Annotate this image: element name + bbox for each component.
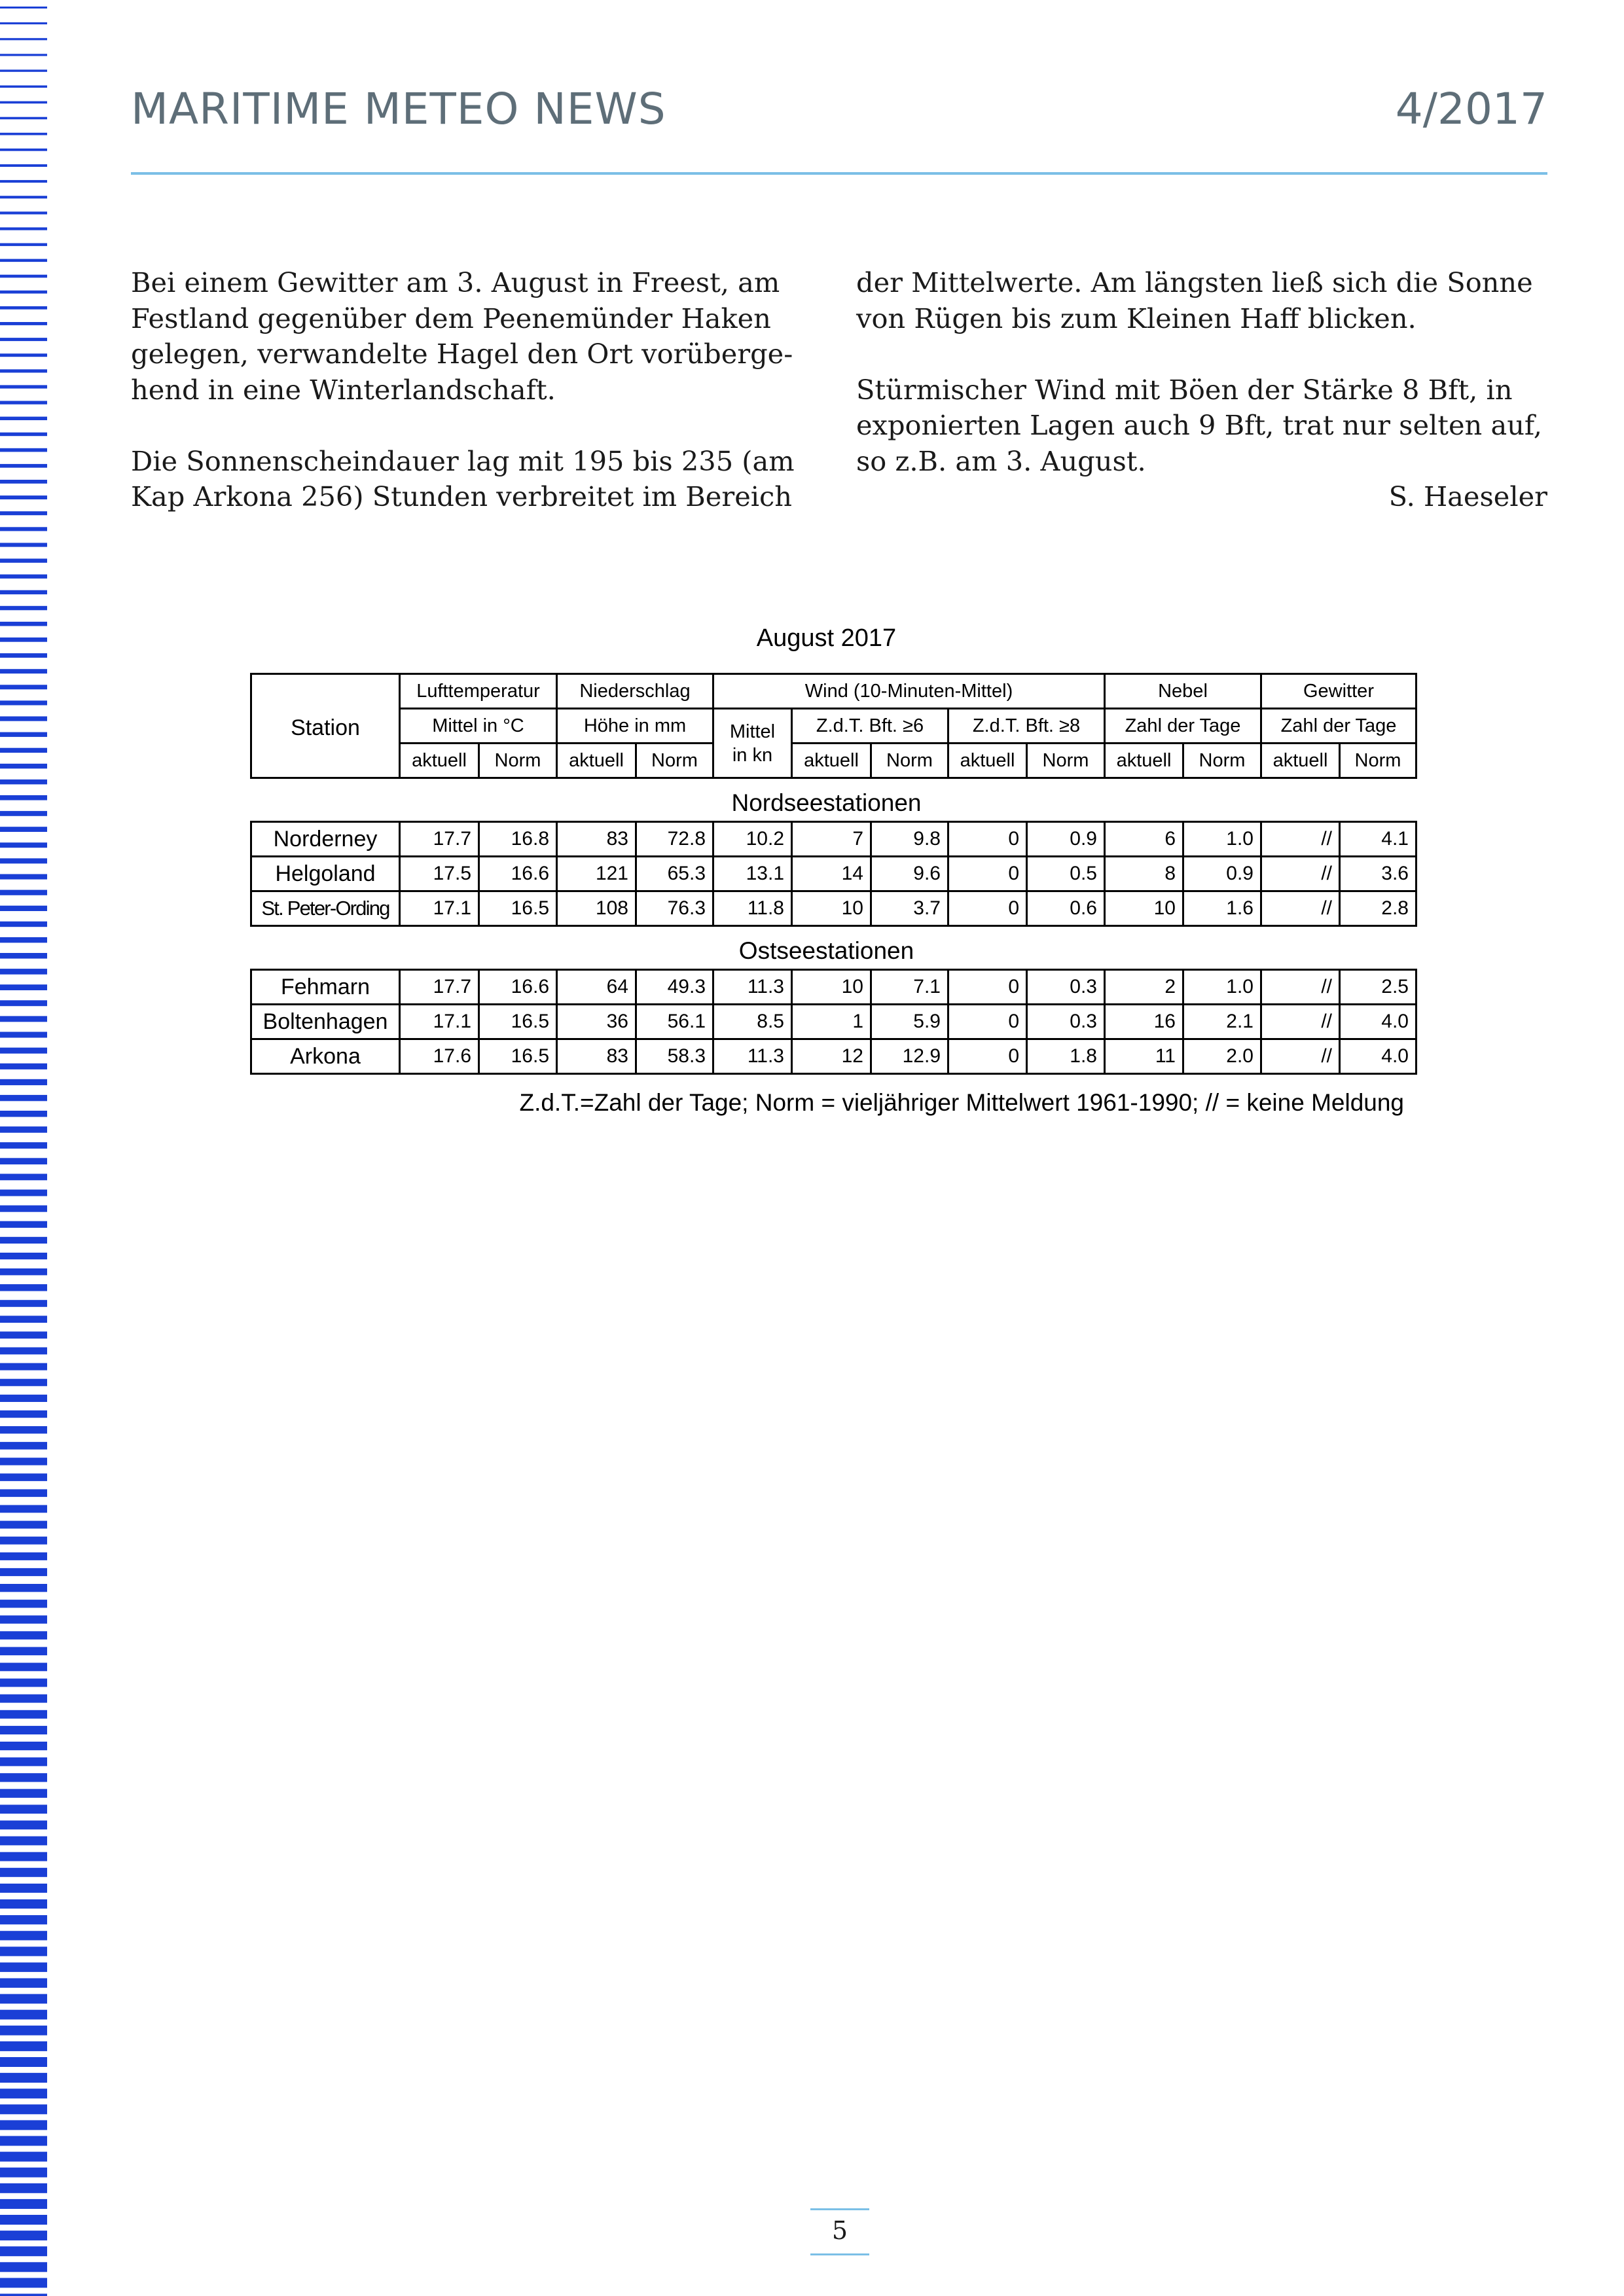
table-cell: 16.5 — [479, 1005, 557, 1039]
table-cell: 17.7 — [400, 970, 479, 1005]
table-cell: 83 — [557, 1039, 636, 1074]
stripe-mark — [0, 401, 47, 404]
stripe-mark — [0, 54, 47, 56]
header-wind-mean-line2: in kn — [732, 744, 773, 766]
stripe-mark — [0, 527, 47, 531]
stripe-mark — [0, 291, 47, 294]
text-line: so z.B. am 3. August. — [856, 444, 1146, 477]
stripe-mark — [0, 1757, 47, 1766]
stripe-mark — [0, 338, 47, 341]
station-name: Norderney — [251, 822, 400, 857]
header-lufttemperatur: Lufttemperatur — [400, 674, 557, 709]
stripe-mark — [0, 764, 47, 769]
text-line: Die Sonnenscheindauer lag mit 195 bis 235 (am — [131, 444, 795, 477]
stripe-mark — [0, 1237, 47, 1244]
header-norm: Norm — [1340, 744, 1416, 778]
header-row-groups — [251, 674, 1416, 709]
stripe-mark — [0, 1552, 47, 1560]
stripe-mark — [0, 1348, 47, 1355]
table-cell: 1 — [792, 1005, 871, 1039]
stripe-mark — [0, 1079, 47, 1085]
table-cell: 9.6 — [871, 857, 948, 891]
stripe-mark — [0, 2278, 47, 2287]
stripe-mark — [0, 1142, 47, 1149]
stripe-mark — [0, 543, 47, 547]
header-norm: Norm — [636, 744, 713, 778]
header-norm: Norm — [871, 744, 948, 778]
table-cell: 0.3 — [1027, 1005, 1105, 1039]
text-line: exponierten Lagen auch 9 Bft, trat nur selten auf, — [856, 409, 1542, 441]
stripe-mark — [0, 1994, 47, 2004]
table-cell: 72.8 — [636, 822, 713, 857]
stripe-mark — [0, 2262, 47, 2272]
stripe-mark — [0, 1300, 47, 1307]
stripe-mark — [0, 38, 47, 40]
stripe-mark — [0, 1363, 47, 1371]
paragraph — [131, 444, 812, 515]
stripe-mark — [0, 2152, 47, 2162]
table-cell: 10 — [1105, 891, 1183, 926]
header-bft6: Z.d.T. Bft. ≥6 — [792, 709, 948, 744]
stripe-mark — [0, 2183, 47, 2193]
stripe-mark — [0, 86, 47, 88]
stripe-mark — [0, 7, 47, 9]
stripe-mark — [0, 243, 47, 246]
climate-table-header — [250, 673, 1417, 779]
table-cell: 0 — [948, 822, 1027, 857]
table-cell: 8.5 — [713, 1005, 792, 1039]
header-row-subgroups — [251, 709, 1416, 744]
stripe-mark — [0, 1505, 47, 1513]
text-line: der Mittelwerte. Am längsten ließ sich die Sonne — [856, 266, 1533, 298]
section-title-nordsee: Nordseestationen — [731, 789, 922, 816]
stripe-mark — [0, 2057, 47, 2067]
page-header — [131, 84, 1547, 175]
table-cell: 11.8 — [713, 891, 792, 926]
header-nebel-tage: Zahl der Tage — [1105, 709, 1261, 744]
table-row — [251, 857, 1416, 891]
table-cell: 17.7 — [400, 822, 479, 857]
stripe-mark — [0, 464, 47, 468]
header-mittel-temp: Mittel in °C — [400, 709, 557, 744]
table-cell: // — [1261, 1039, 1340, 1074]
stripe-mark — [0, 2199, 47, 2209]
text-line: Bei einem Gewitter am 3. August in Freest, am — [131, 266, 780, 298]
stripe-mark — [0, 858, 47, 863]
stripe-mark — [0, 1521, 47, 1529]
table-cell: 9.8 — [871, 822, 948, 857]
header-wind: Wind (10-Minuten-Mittel) — [713, 674, 1105, 709]
table-cell: 64 — [557, 970, 636, 1005]
table-cell: 76.3 — [636, 891, 713, 926]
decorative-stripe-bar — [0, 0, 47, 2296]
table-cell: 0.5 — [1027, 857, 1105, 891]
stripe-mark — [0, 1663, 47, 1672]
stripe-mark — [0, 433, 47, 437]
table-cell: 0.9 — [1027, 822, 1105, 857]
table-cell: 5.9 — [871, 1005, 948, 1039]
stripe-mark — [0, 748, 47, 753]
ostsee-table — [250, 969, 1417, 1075]
stripe-mark — [0, 922, 47, 927]
stripe-mark — [0, 717, 47, 721]
article-column-right — [856, 265, 1547, 515]
table-row — [251, 1005, 1416, 1039]
stripe-mark — [0, 1410, 47, 1418]
header-station-blank — [251, 744, 400, 778]
table-cell: 2.0 — [1183, 1039, 1261, 1074]
stripe-mark — [0, 1458, 47, 1465]
header-row-labels — [251, 744, 1416, 778]
header-aktuell: aktuell — [557, 744, 636, 778]
stripe-mark — [0, 1537, 47, 1545]
paragraph — [856, 265, 1547, 336]
stripe-mark — [0, 906, 47, 911]
stripe-mark — [0, 1804, 47, 1814]
text-line: Kap Arkona 256) Stunden verbreitet im Bereich — [131, 480, 793, 512]
stripe-mark — [0, 890, 47, 895]
stripe-mark — [0, 259, 47, 262]
stripe-mark — [0, 1174, 47, 1180]
stripe-mark — [0, 180, 47, 183]
stripe-mark — [0, 1742, 47, 1750]
stripe-mark — [0, 2246, 47, 2256]
stripe-mark — [0, 275, 47, 278]
stripe-mark — [0, 448, 47, 452]
stripe-mark — [0, 227, 47, 230]
table-cell: 3.6 — [1340, 857, 1416, 891]
stripe-mark — [0, 1158, 47, 1164]
header-gewitter: Gewitter — [1261, 674, 1416, 709]
table-cell: 1.0 — [1183, 970, 1261, 1005]
table-cell: 10.2 — [713, 822, 792, 857]
table-cell: 58.3 — [636, 1039, 713, 1074]
table-cell: 17.6 — [400, 1039, 479, 1074]
stripe-mark — [0, 1442, 47, 1450]
table-cell: 4.1 — [1340, 822, 1416, 857]
header-niederschlag: Niederschlag — [557, 674, 713, 709]
header-aktuell: aktuell — [1261, 744, 1340, 778]
stripe-mark — [0, 369, 47, 372]
stripe-mark — [0, 1600, 47, 1607]
stripe-mark — [0, 937, 47, 943]
stripe-mark — [0, 1962, 47, 1972]
table-cell: 2.1 — [1183, 1005, 1261, 1039]
table-cell: 16.5 — [479, 1039, 557, 1074]
table-cell: 10 — [792, 970, 871, 1005]
header-hoehe-mm: Höhe in mm — [557, 709, 713, 744]
table-cell: 49.3 — [636, 970, 713, 1005]
header-wind-mean-line1: Mittel — [729, 721, 776, 742]
table-cell: 10 — [792, 891, 871, 926]
stripe-mark — [0, 559, 47, 563]
text-line: von Rügen bis zum Kleinen Haff blicken. — [856, 302, 1416, 334]
station-name: Arkona — [251, 1039, 400, 1074]
stripe-mark — [0, 1821, 47, 1830]
stripe-mark — [0, 117, 47, 120]
station-name: Helgoland — [251, 857, 400, 891]
stripe-mark — [0, 780, 47, 785]
paragraph — [856, 372, 1547, 480]
stripe-mark — [0, 196, 47, 198]
page-number: 5 — [810, 2208, 869, 2255]
paragraph — [131, 265, 812, 408]
stripe-mark — [0, 653, 47, 658]
stripe-mark — [0, 2073, 47, 2083]
issue-number: 4/2017 — [1395, 84, 1547, 134]
stripe-mark — [0, 1000, 47, 1006]
stripe-mark — [0, 1726, 47, 1734]
stripe-mark — [0, 1331, 47, 1338]
stripe-mark — [0, 1268, 47, 1275]
stripe-mark — [0, 133, 47, 135]
table-cell: 83 — [557, 822, 636, 857]
table-cell: 16.6 — [479, 970, 557, 1005]
table-cell: 2.5 — [1340, 970, 1416, 1005]
stripe-mark — [0, 480, 47, 484]
station-name: Boltenhagen — [251, 1005, 400, 1039]
stripe-mark — [0, 211, 47, 214]
header-norm: Norm — [1183, 744, 1261, 778]
table-cell: 1.0 — [1183, 822, 1261, 857]
stripe-mark — [0, 1048, 47, 1054]
stripe-mark — [0, 2136, 47, 2146]
stripe-mark — [0, 164, 47, 167]
stripe-mark — [0, 2231, 47, 2240]
table-cell: 16 — [1105, 1005, 1183, 1039]
stripe-mark — [0, 874, 47, 880]
stripe-mark — [0, 353, 47, 357]
stripe-mark — [0, 1884, 47, 1893]
stripe-mark — [0, 811, 47, 816]
table-cell: // — [1261, 1005, 1340, 1039]
stripe-mark — [0, 1773, 47, 1782]
stripe-mark — [0, 1979, 47, 1988]
stripe-mark — [0, 1379, 47, 1386]
header-norm: Norm — [479, 744, 557, 778]
stripe-mark — [0, 1710, 47, 1719]
stripe-mark — [0, 2041, 47, 2051]
table-cell: 0.3 — [1027, 970, 1105, 1005]
stripe-mark — [0, 685, 47, 689]
stripe-mark — [0, 69, 47, 71]
stripe-mark — [0, 2215, 47, 2225]
stripe-mark — [0, 575, 47, 579]
stripe-mark — [0, 306, 47, 310]
table-cell: 65.3 — [636, 857, 713, 891]
station-name: St. Peter-Ording — [251, 891, 400, 926]
table-cell: 13.1 — [713, 857, 792, 891]
stripe-mark — [0, 385, 47, 388]
stripe-mark — [0, 700, 47, 705]
table-cell: 108 — [557, 891, 636, 926]
stripe-mark — [0, 1679, 47, 1687]
stripe-mark — [0, 1426, 47, 1433]
table-cell: 0 — [948, 1039, 1027, 1074]
stripe-mark — [0, 1221, 47, 1228]
header-aktuell: aktuell — [792, 744, 871, 778]
stripe-mark — [0, 1852, 47, 1861]
stripe-mark — [0, 827, 47, 832]
stripe-mark — [0, 1284, 47, 1291]
table-cell: 36 — [557, 1005, 636, 1039]
stripe-mark — [0, 1190, 47, 1196]
stripe-mark — [0, 1253, 47, 1259]
author-signature: S. Haeseler — [1388, 480, 1547, 512]
stripe-mark — [0, 953, 47, 959]
table-cell: 16.6 — [479, 857, 557, 891]
table-row — [251, 891, 1416, 926]
table-cell: 16.5 — [479, 891, 557, 926]
text-line: Stürmischer Wind mit Böen der Stärke 8 Bft, in — [856, 373, 1513, 406]
table-cell: 4.0 — [1340, 1005, 1416, 1039]
nordsee-table — [250, 821, 1417, 927]
section-title-ostsee: Ostseestationen — [738, 937, 914, 964]
header-nebel: Nebel — [1105, 674, 1261, 709]
header-aktuell: aktuell — [1105, 744, 1183, 778]
stripe-mark — [0, 1395, 47, 1402]
table-cell: 2.8 — [1340, 891, 1416, 926]
table-row — [251, 822, 1416, 857]
publication-title: MARITIME METEO NEWS — [131, 84, 666, 134]
stripe-mark — [0, 1837, 47, 1846]
table-cell: 11.3 — [713, 970, 792, 1005]
stripe-mark — [0, 1789, 47, 1798]
table-cell: 0 — [948, 970, 1027, 1005]
table-footnote: Z.d.T.=Zahl der Tage; Norm = vieljähriger Mittelwert 1961-1990; // = keine Meldung — [519, 1089, 1404, 1116]
stripe-mark — [0, 732, 47, 737]
station-name: Fehmarn — [251, 970, 400, 1005]
table-cell: // — [1261, 857, 1340, 891]
table-row — [251, 1039, 1416, 1074]
header-station: Station — [251, 674, 400, 744]
stripe-mark — [0, 322, 47, 325]
table-cell: 0 — [948, 891, 1027, 926]
stripe-mark — [0, 2120, 47, 2130]
header-aktuell: aktuell — [948, 744, 1027, 778]
stripe-mark — [0, 1489, 47, 1497]
table-cell: 0 — [948, 857, 1027, 891]
table-cell: 4.0 — [1340, 1039, 1416, 1074]
stripe-mark — [0, 1615, 47, 1624]
table-title: August 2017 — [756, 624, 897, 652]
stripe-mark — [0, 637, 47, 642]
table-cell: 17.5 — [400, 857, 479, 891]
stripe-mark — [0, 1868, 47, 1877]
stripe-mark — [0, 101, 47, 104]
stripe-mark — [0, 1899, 47, 1909]
table-cell: 6 — [1105, 822, 1183, 857]
table-row — [251, 970, 1416, 1005]
stripe-mark — [0, 2168, 47, 2178]
table-cell: // — [1261, 891, 1340, 926]
table-cell: 121 — [557, 857, 636, 891]
table-cell: 7.1 — [871, 970, 948, 1005]
stripe-mark — [0, 1915, 47, 1924]
stripe-mark — [0, 1946, 47, 1956]
table-cell: // — [1261, 822, 1340, 857]
stripe-mark — [0, 2089, 47, 2098]
stripe-mark — [0, 669, 47, 673]
text-line: gelegen, verwandelte Hagel den Ort vorüberge- — [131, 338, 793, 370]
stripe-mark — [0, 511, 47, 515]
stripe-mark — [0, 1316, 47, 1323]
stripe-mark — [0, 1584, 47, 1592]
stripe-mark — [0, 1931, 47, 1940]
stripe-mark — [0, 606, 47, 611]
header-bft8: Z.d.T. Bft. ≥8 — [948, 709, 1105, 744]
table-cell: 0.9 — [1183, 857, 1261, 891]
stripe-mark — [0, 590, 47, 594]
stripe-mark — [0, 795, 47, 800]
stripe-mark — [0, 1095, 47, 1101]
stripe-mark — [0, 1032, 47, 1038]
stripe-mark — [0, 984, 47, 990]
text-line: Festland gegenüber dem Peenemünder Haken — [131, 302, 771, 334]
table-cell: 3.7 — [871, 891, 948, 926]
table-cell: 14 — [792, 857, 871, 891]
stripe-mark — [0, 1126, 47, 1133]
header-wind-mean — [713, 709, 792, 778]
stripe-mark — [0, 417, 47, 420]
table-cell: 12 — [792, 1039, 871, 1074]
header-gewitter-tage: Zahl der Tage — [1261, 709, 1416, 744]
stripe-mark — [0, 1473, 47, 1481]
stripe-mark — [0, 1695, 47, 1703]
header-aktuell: aktuell — [400, 744, 479, 778]
stripe-mark — [0, 1206, 47, 1212]
table-cell: 12.9 — [871, 1039, 948, 1074]
article-column-left — [131, 265, 812, 515]
stripe-mark — [0, 1631, 47, 1640]
table-cell: 2 — [1105, 970, 1183, 1005]
stripe-mark — [0, 2026, 47, 2036]
table-cell: 11 — [1105, 1039, 1183, 1074]
table-cell: 1.8 — [1027, 1039, 1105, 1074]
stripe-mark — [0, 969, 47, 975]
table-cell: 17.1 — [400, 891, 479, 926]
stripe-mark — [0, 622, 47, 626]
stripe-mark — [0, 2104, 47, 2114]
table-cell: // — [1261, 970, 1340, 1005]
table-cell: 11.3 — [713, 1039, 792, 1074]
stripe-mark — [0, 2010, 47, 2020]
stripe-mark — [0, 1647, 47, 1655]
table-cell: 1.6 — [1183, 891, 1261, 926]
text-line: hend in eine Winterlandschaft. — [131, 373, 556, 406]
table-cell: 8 — [1105, 857, 1183, 891]
table-cell: 0.6 — [1027, 891, 1105, 926]
table-cell: 0 — [948, 1005, 1027, 1039]
stripe-mark — [0, 1111, 47, 1117]
stripe-mark — [0, 1016, 47, 1022]
stripe-mark — [0, 495, 47, 499]
stripe-mark — [0, 22, 47, 24]
table-cell: 17.1 — [400, 1005, 479, 1039]
header-norm: Norm — [1027, 744, 1105, 778]
stripe-mark — [0, 842, 47, 848]
stripe-mark — [0, 149, 47, 151]
stripe-mark — [0, 1568, 47, 1576]
stripe-mark — [0, 1064, 47, 1069]
table-cell: 16.8 — [479, 822, 557, 857]
table-cell: 7 — [792, 822, 871, 857]
table-cell: 56.1 — [636, 1005, 713, 1039]
stripe-mark — [0, 2294, 47, 2296]
